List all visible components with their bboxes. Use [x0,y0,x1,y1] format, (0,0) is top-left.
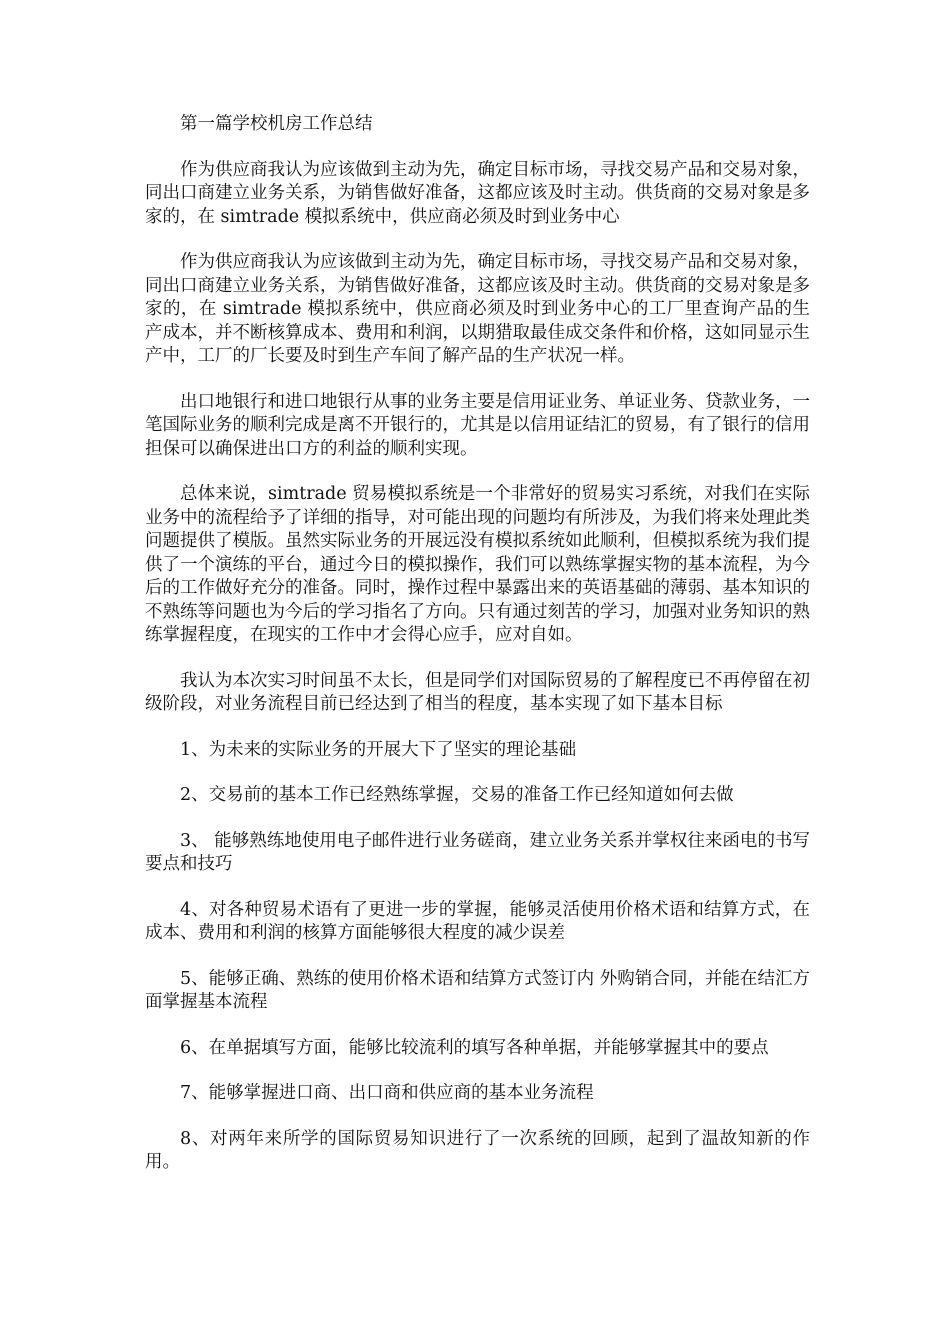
list-item-3: 3、 能够熟练地使用电子邮件进行业务磋商，建立业务关系并掌权往来函电的书写要点和技巧 [145,830,810,874]
list-item-7: 7、能够掌握进口商、出口商和供应商的基本业务流程 [180,1083,594,1103]
list-item-1: 1、为未来的实际业务的开展大下了坚实的理论基础 [180,739,577,760]
paragraph-5: 我认为本次实习时间虽不太长，但是同学们对国际贸易的了解程度已不再停留在初级阶段，对业务流程目前已经达到了相当的程度，基本实现了如下基本目标 [145,670,810,714]
paragraph-1: 作为供应商我认为应该做到主动为先，确定目标市场，寻找交易产品和交易对象，同出口商建立业务关系，为销售做好准备，这都应该及时主动。供货商的交易对象是多家的，在 simtrade 模拟系统中，供应商必须及时到业务中心 [145,159,810,227]
list-item-8: 8、对两年来所学的国际贸易知识进行了一次系统的回顾，起到了温故知新的作用。 [145,1128,810,1172]
paragraph-2: 作为供应商我认为应该做到主动为先，确定目标市场，寻找交易产品和交易对象，同出口商建立业务关系，为销售做好准备，这都应该及时主动。供货商的交易对象是多家的，在 simtrade 模拟系统中，供应商必须及时到业务中心的工厂里查询产品的生产成本，并不断核算成本、费用和利润，以期猎取最佳成交条件和价格，这如同显示生产中，工厂的厂长要及时到生产车间了解产品的生产状况一样。 [145,252,810,366]
list-item-6: 6、在单据填写方面，能够比较流利的填写各种单据，并能够掌握其中的要点 [180,1037,769,1058]
list-item-2: 2、交易前的基本工作已经熟练掌握，交易的准备工作已经知道如何去做 [180,785,734,805]
paragraph-4: 总体来说，simtrade 贸易模拟系统是一个非常好的贸易实习系统，对我们在实际业务中的流程给予了详细的指导，对可能出现的问题均有所涉及，为我们将来处理此类问题提供了模版。虽然实际业务的开展远没有模拟系统如此顺利，但模拟系统为我们提供了一个演练的平台，通过今日的模拟操作，我们可以熟练掌握实物的基本流程，为今后的工作做好充分的准备。同时，操作过程中暴露出来的英语基础的薄弱、基本知识的不熟练等问题也为今后的学习指名了方向。只有通过刻苦的学习，加强对业务知识的熟练掌握程度，在现实的工作中才会得心应手，应对自如。 [145,484,810,645]
document-page [145,113,810,1197]
document-title: 第一篇学校机房工作总结 [180,114,373,134]
paragraph-3: 出口地银行和进口地银行从事的业务主要是信用证业务、单证业务、贷款业务，一笔国际业务的顺利完成是离不开银行的，尤其是以信用证结汇的贸易，有了银行的信用担保可以确保进出口方的利益的顺利实现。 [145,391,810,459]
list-item-4: 4、对各种贸易术语有了更进一步的掌握，能够灵活使用价格术语和结算方式，在成本、费用和利润的核算方面能够很大程度的减少误差 [145,899,810,943]
list-item-5: 5、能够正确、熟练的使用价格术语和结算方式签订内 外购销合同，并能在结汇方面掌握基本流程 [145,968,810,1012]
